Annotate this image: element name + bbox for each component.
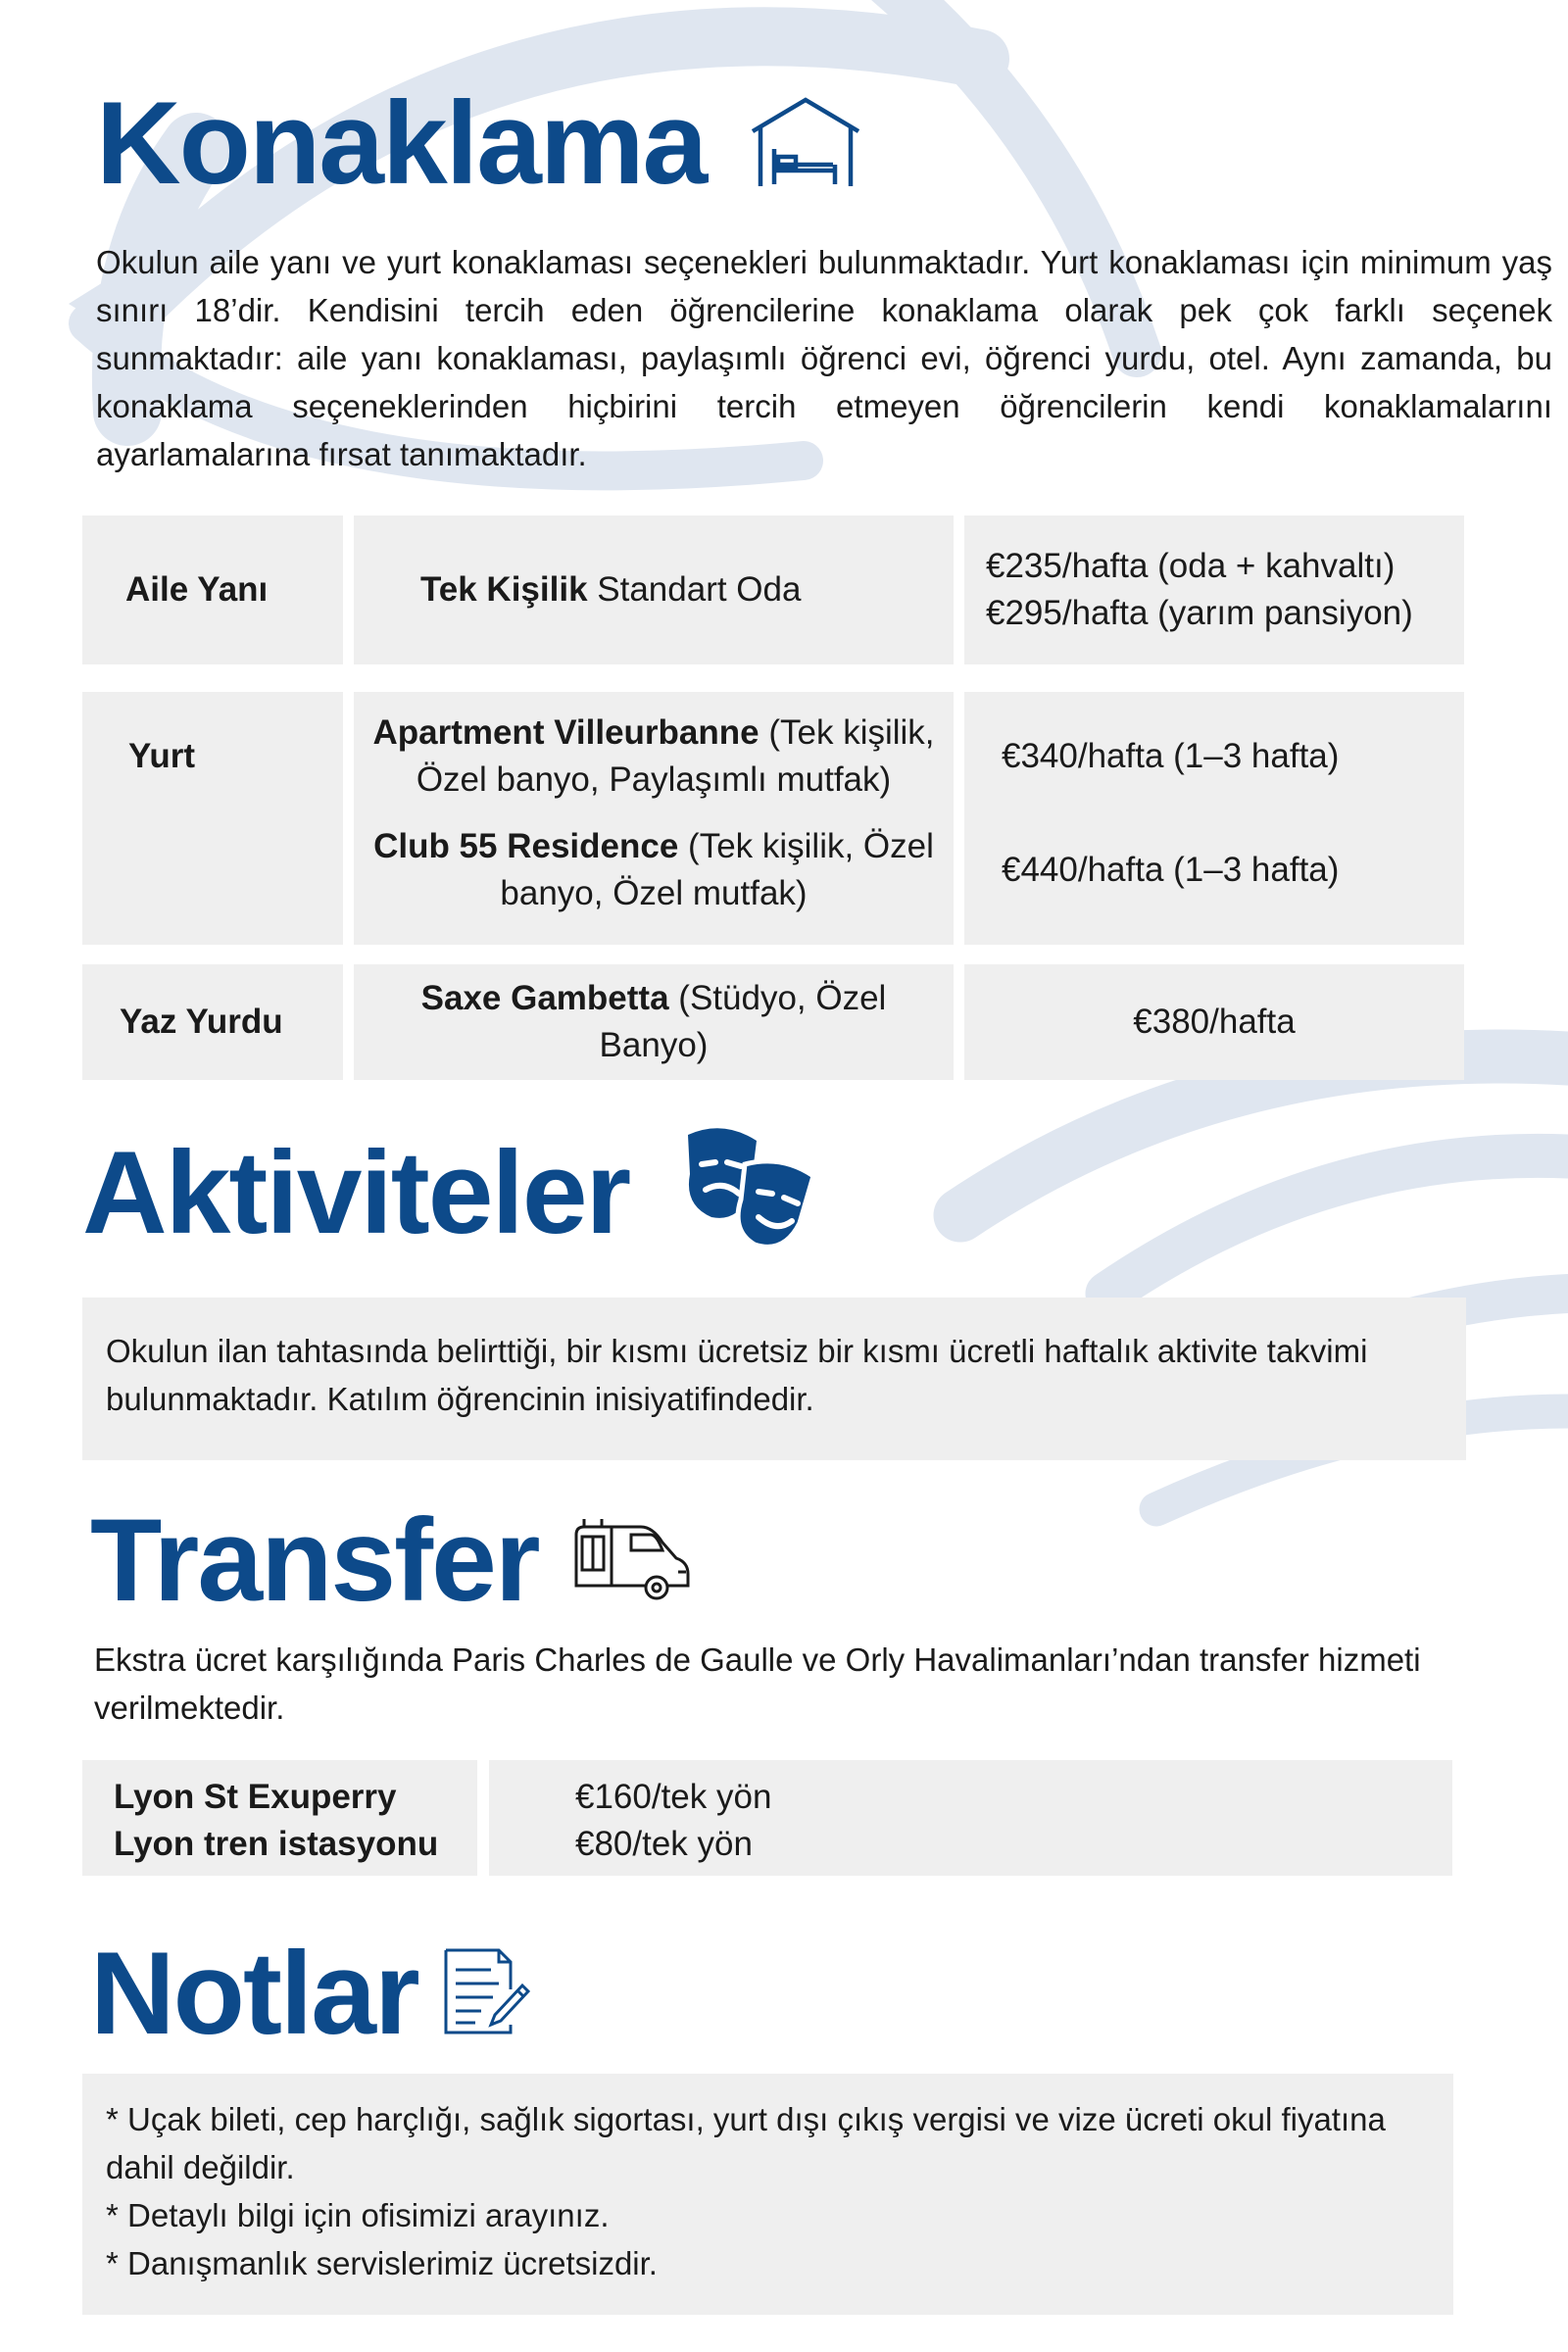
activities-description: Okulun ilan tahtasında belirttiği, bir kısmı ücretsiz bir kısmı ücretli haftalık aktivite takvimi bulunmaktadır. Katılım öğrencinin inisiyatifindedir.: [106, 1333, 1368, 1417]
transfer-routes-cell: [82, 1760, 477, 1876]
activities-box: [82, 1298, 1466, 1460]
notes-box: [82, 2074, 1453, 2315]
note-item: * Uçak bileti, cep harçlığı, sağlık sigortası, yurt dışı çıkış vergisi ve vize ücreti okul fiyatına dahil değildir.: [106, 2101, 1386, 2185]
transfer-route-name: Lyon tren istasyonu: [114, 1825, 439, 1863]
accommodation-title: Konaklama: [96, 77, 707, 209]
notes-title: Notlar: [90, 1928, 418, 2059]
transfer-title: Transfer: [90, 1494, 539, 1626]
transfer-route-name: Lyon St Exuperry: [114, 1778, 397, 1816]
accommodation-type-yaz-yurdu: Yaz Yurdu: [82, 964, 343, 1080]
accommodation-option-aile-yani: Tek Kişilik Standart Oda: [354, 515, 954, 664]
accommodation-heading: [96, 77, 862, 209]
note-item: * Danışmanlık servislerimiz ücretsizdir.: [106, 2245, 658, 2281]
yurt-option-1: Apartment Villeurbanne (Tek kişilik, Özel banyo, Paylaşımlı mutfak): [372, 713, 935, 799]
transfer-heading: [90, 1494, 692, 1626]
transfer-description: Ekstra ücret karşılığında Paris Charles de Gaulle ve Orly Havalimanları’ndan transfer hizmeti verilmektedir.: [94, 1642, 1421, 1726]
accommodation-type-aile-yani: Aile Yanı: [82, 515, 343, 664]
accommodation-price-yurt: €340/hafta (1–3 hafta) €440/hafta (1–3 hafta): [964, 692, 1464, 945]
accommodation-option-yaz-yurdu: Saxe Gambetta (Stüdyo, Özel Banyo): [354, 964, 954, 1080]
activities-heading: [82, 1125, 821, 1259]
note-item: * Detaylı bilgi için ofisimizi arayınız.: [106, 2197, 610, 2233]
transfer-route-price: €80/tek yön: [575, 1825, 753, 1863]
note-pencil-icon: [442, 1946, 530, 2041]
transfer-route-price: €160/tek yön: [575, 1778, 772, 1816]
yurt-option-2: Club 55 Residence (Tek kişilik, Özel banyo, Özel mutfak): [373, 827, 934, 912]
accommodation-price-aile-yani: €235/hafta (oda + kahvaltı) €295/hafta (yarım pansiyon): [964, 515, 1464, 664]
accommodation-price-yaz-yurdu: €380/hafta: [964, 964, 1464, 1080]
activities-title: Aktiviteler: [82, 1126, 630, 1258]
house-bed-icon: [749, 94, 862, 193]
transfer-prices-cell: [489, 1760, 1452, 1876]
notes-heading: [90, 1928, 530, 2059]
van-icon: [572, 1515, 692, 1606]
accommodation-option-yurt: [354, 692, 954, 945]
accommodation-type-yurt: Yurt: [82, 692, 343, 945]
theater-masks-icon: [684, 1125, 821, 1259]
accommodation-description: Okulun aile yanı ve yurt konaklaması seçenekleri bulunmaktadır. Yurt konaklaması için minimum yaş sınırı 18’dir. Kendisini tercih eden öğrencilerine konaklama olarak pek çok farklı seçenek sunmaktadır: aile yanı konaklaması, paylaşımlı öğrenci evi, öğrenci yurdu, otel. Aynı zamanda, bu konaklama seçeneklerinden hiçbirini tercih etmeyen öğrencilerin kendi konaklamalarını ayarlamalarına fırsat tanımaktadır.: [96, 244, 1552, 472]
